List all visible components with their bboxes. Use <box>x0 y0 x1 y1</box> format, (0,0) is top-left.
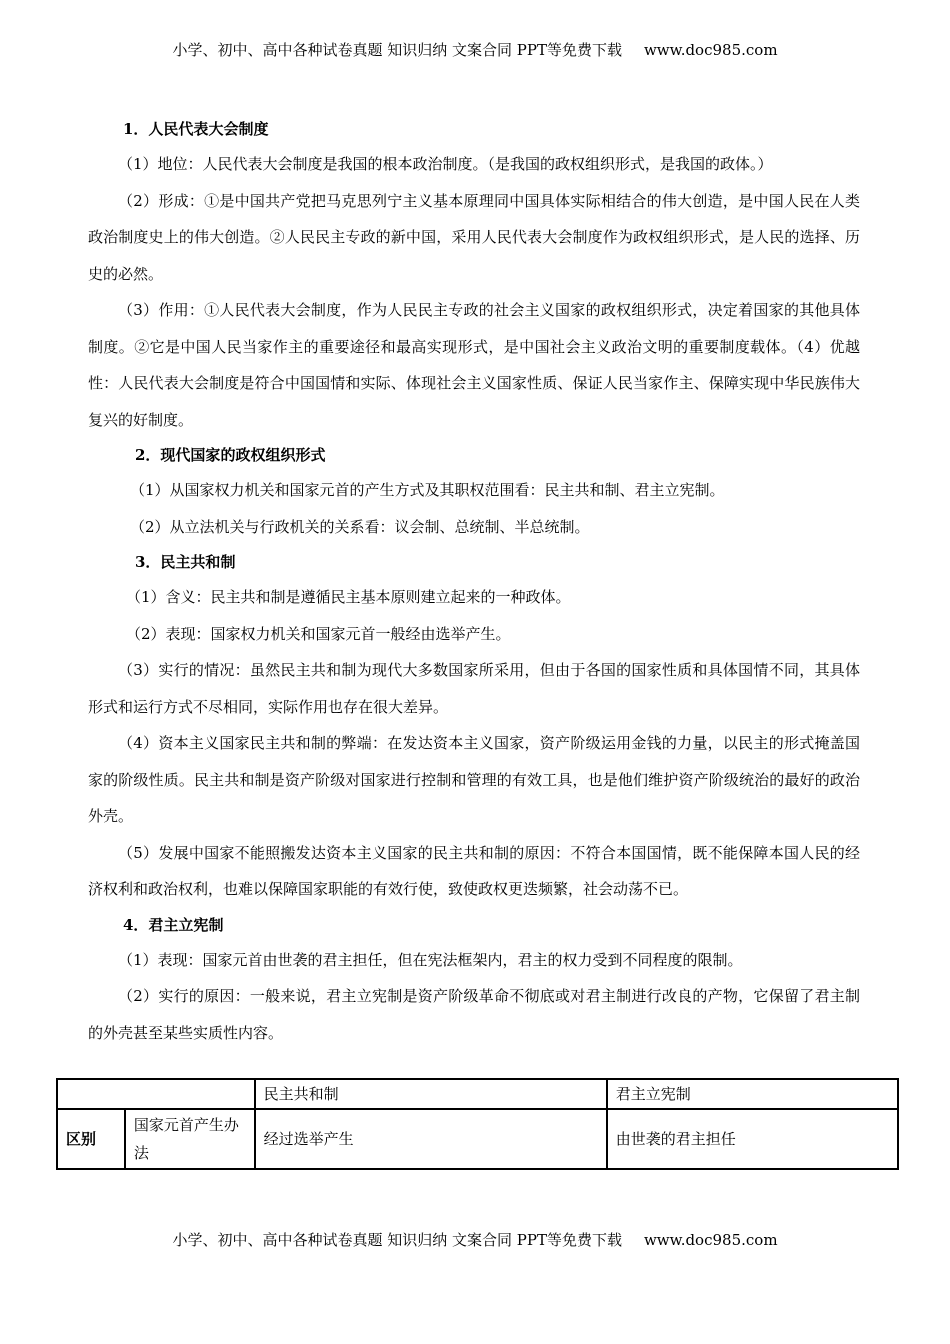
section-4-para-2: （2）实行的原因：一般来说，君主立宪制是资产阶级革命不彻底或对君主制进行改良的产物，它保留了君主制的外壳甚至某些实质性内容。 <box>88 987 860 1042</box>
section-1-para-3: （3）作用：①人民代表大会制度，作为人民民主专政的社会主义国家的政权组织形式，决定着国家的其他具体制度。②它是中国人民当家作主的重要途径和最高实现形式，是中国社会主义政治文明的重要制度载体。（4）优越性：人民代表大会制度是符合中国国情和实际、体现社会主义国家性质、保证人民当家作主、保障实现中华民族伟大复兴的好制度。 <box>88 301 860 429</box>
table-group-cell: 区别 <box>57 1109 125 1169</box>
table-item-cell: 国家元首产生办法 <box>125 1109 255 1169</box>
section-3-para-2: （2）表现：国家权力机关和国家元首一般经由选举产生。 <box>126 624 511 643</box>
table-cell: 由世袭的君主担任 <box>607 1109 898 1169</box>
page-header <box>0 40 950 60</box>
section-3-para-1: （1）含义：民主共和制是遵循民主基本原则建立起来的一种政体。 <box>126 588 571 606</box>
table-cell: 经过选举产生 <box>255 1109 607 1169</box>
section-title-4: 4．君主立宪制 <box>123 915 224 934</box>
table-corner-cell <box>57 1079 255 1109</box>
section-title-3: 3．民主共和制 <box>135 553 236 571</box>
section-3-para-4: （4）资本主义国家民主共和制的弊端：在发达资本主义国家，资产阶级运用金钱的力量，以民主的形式掩盖国家的阶级性质。民主共和制是资产阶级对国家进行控制和管理的有效工具，也是他们维护资产阶级统治的最好的政治外壳。 <box>88 734 860 825</box>
comparison-table <box>56 1078 899 1170</box>
section-1-para-2: （2）形成：①是中国共产党把马克思列宁主义基本原理同中国具体实际相结合的伟大创造，是中国人民在人类政治制度史上的伟大创造。②人民民主专政的新中国，采用人民代表大会制度作为政权组织形式，是人民的选择、历史的必然。 <box>88 191 860 283</box>
footer-text: 小学、初中、高中各种试卷真题 知识归纳 文案合同 PPT等免费下载 <box>172 1231 622 1249</box>
document-body <box>88 112 860 1051</box>
table-row <box>57 1109 898 1169</box>
table-header-cell: 民主共和制 <box>255 1079 607 1109</box>
section-2-para-2: （2）从立法机关与行政机关的关系看：议会制、总统制、半总统制。 <box>130 517 590 536</box>
section-4-para-1: （1）表现：国家元首由世袭的君主担任，但在宪法框架内，君主的权力受到不同程度的限制。 <box>118 950 743 969</box>
table-header-row <box>57 1079 898 1109</box>
footer-url[interactable]: www.doc985.com <box>643 1231 778 1249</box>
section-1-para-1: （1）地位：人民代表大会制度是我国的根本政治制度。（是我国的政权组织形式，是我国的政体。） <box>118 155 773 173</box>
section-3-para-5: （5）发展中国家不能照搬发达资本主义国家的民主共和制的原因：不符合本国国情，既不能保障本国人民的经济权利和政治权利，也难以保障国家职能的有效行使，致使政权更迭频繁，社会动荡不已。 <box>88 843 860 898</box>
table-header-cell: 君主立宪制 <box>607 1079 898 1109</box>
section-3-para-3: （3）实行的情况：虽然民主共和制为现代大多数国家所采用，但由于各国的国家性质和具体国情不同，其具体形式和运行方式不尽相同，实际作用也存在很大差异。 <box>88 661 860 716</box>
header-url[interactable]: www.doc985.com <box>643 41 778 59</box>
section-title-1: 1．人民代表大会制度 <box>123 120 269 138</box>
header-text: 小学、初中、高中各种试卷真题 知识归纳 文案合同 PPT等免费下载 <box>172 41 622 59</box>
section-2-para-1: （1）从国家权力机关和国家元首的产生方式及其职权范围看：民主共和制、君主立宪制。 <box>130 481 725 499</box>
section-title-2: 2．现代国家的政权组织形式 <box>135 446 326 464</box>
page-footer <box>0 1230 950 1250</box>
